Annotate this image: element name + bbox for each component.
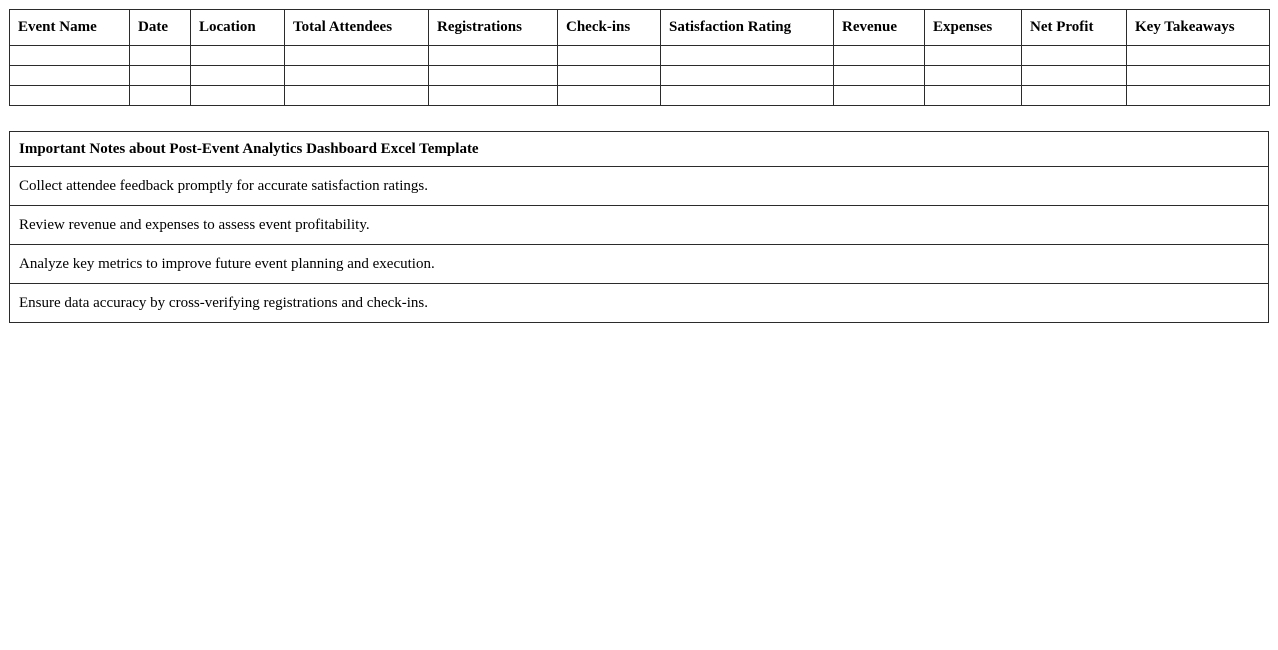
cell-net-profit[interactable] bbox=[1022, 46, 1127, 66]
cell-date[interactable] bbox=[130, 46, 191, 66]
notes-row bbox=[10, 206, 1269, 245]
column-header-event-name[interactable]: Event Name bbox=[10, 10, 130, 46]
cell-date[interactable] bbox=[130, 86, 191, 106]
note-item: Analyze key metrics to improve future event planning and execution. bbox=[10, 245, 1269, 284]
cell-location[interactable] bbox=[191, 86, 285, 106]
column-header-total-attendees[interactable]: Total Attendees bbox=[285, 10, 429, 46]
cell-key-takeaways[interactable] bbox=[1127, 46, 1270, 66]
cell-revenue[interactable] bbox=[834, 66, 925, 86]
event-table-body bbox=[10, 46, 1270, 106]
column-header-satisfaction-rating[interactable]: Satisfaction Rating bbox=[661, 10, 834, 46]
notes-heading: Important Notes about Post-Event Analytics Dashboard Excel Template bbox=[10, 132, 1269, 167]
table-row bbox=[10, 46, 1270, 66]
cell-expenses[interactable] bbox=[925, 66, 1022, 86]
cell-expenses[interactable] bbox=[925, 86, 1022, 106]
column-header-key-takeaways[interactable]: Key Takeaways bbox=[1127, 10, 1270, 46]
cell-satisfaction-rating[interactable] bbox=[661, 86, 834, 106]
cell-event-name[interactable] bbox=[10, 66, 130, 86]
cell-check-ins[interactable] bbox=[558, 46, 661, 66]
cell-satisfaction-rating[interactable] bbox=[661, 66, 834, 86]
cell-registrations[interactable] bbox=[429, 66, 558, 86]
cell-location[interactable] bbox=[191, 66, 285, 86]
cell-event-name[interactable] bbox=[10, 86, 130, 106]
column-header-date[interactable]: Date bbox=[130, 10, 191, 46]
cell-key-takeaways[interactable] bbox=[1127, 66, 1270, 86]
cell-expenses[interactable] bbox=[925, 46, 1022, 66]
column-header-net-profit[interactable]: Net Profit bbox=[1022, 10, 1127, 46]
cell-revenue[interactable] bbox=[834, 46, 925, 66]
notes-heading-row bbox=[10, 132, 1269, 167]
notes-table-body bbox=[10, 132, 1269, 323]
cell-revenue[interactable] bbox=[834, 86, 925, 106]
notes-row bbox=[10, 245, 1269, 284]
table-row bbox=[10, 86, 1270, 106]
cell-net-profit[interactable] bbox=[1022, 66, 1127, 86]
column-header-check-ins[interactable]: Check-ins bbox=[558, 10, 661, 46]
cell-key-takeaways[interactable] bbox=[1127, 86, 1270, 106]
event-data-table bbox=[9, 9, 1270, 106]
cell-event-name[interactable] bbox=[10, 46, 130, 66]
note-item: Ensure data accuracy by cross-verifying registrations and check-ins. bbox=[10, 284, 1269, 323]
important-notes-table bbox=[9, 131, 1269, 323]
cell-total-attendees[interactable] bbox=[285, 66, 429, 86]
note-item: Review revenue and expenses to assess event profitability. bbox=[10, 206, 1269, 245]
cell-check-ins[interactable] bbox=[558, 66, 661, 86]
cell-total-attendees[interactable] bbox=[285, 86, 429, 106]
note-item: Collect attendee feedback promptly for accurate satisfaction ratings. bbox=[10, 167, 1269, 206]
cell-registrations[interactable] bbox=[429, 86, 558, 106]
column-header-location[interactable]: Location bbox=[191, 10, 285, 46]
cell-total-attendees[interactable] bbox=[285, 46, 429, 66]
notes-row bbox=[10, 167, 1269, 206]
cell-location[interactable] bbox=[191, 46, 285, 66]
table-header-row bbox=[10, 10, 1270, 46]
event-table-header bbox=[10, 10, 1270, 46]
column-header-registrations[interactable]: Registrations bbox=[429, 10, 558, 46]
notes-row bbox=[10, 284, 1269, 323]
table-row bbox=[10, 66, 1270, 86]
column-header-expenses[interactable]: Expenses bbox=[925, 10, 1022, 46]
cell-check-ins[interactable] bbox=[558, 86, 661, 106]
column-header-revenue[interactable]: Revenue bbox=[834, 10, 925, 46]
cell-registrations[interactable] bbox=[429, 46, 558, 66]
cell-date[interactable] bbox=[130, 66, 191, 86]
cell-net-profit[interactable] bbox=[1022, 86, 1127, 106]
cell-satisfaction-rating[interactable] bbox=[661, 46, 834, 66]
